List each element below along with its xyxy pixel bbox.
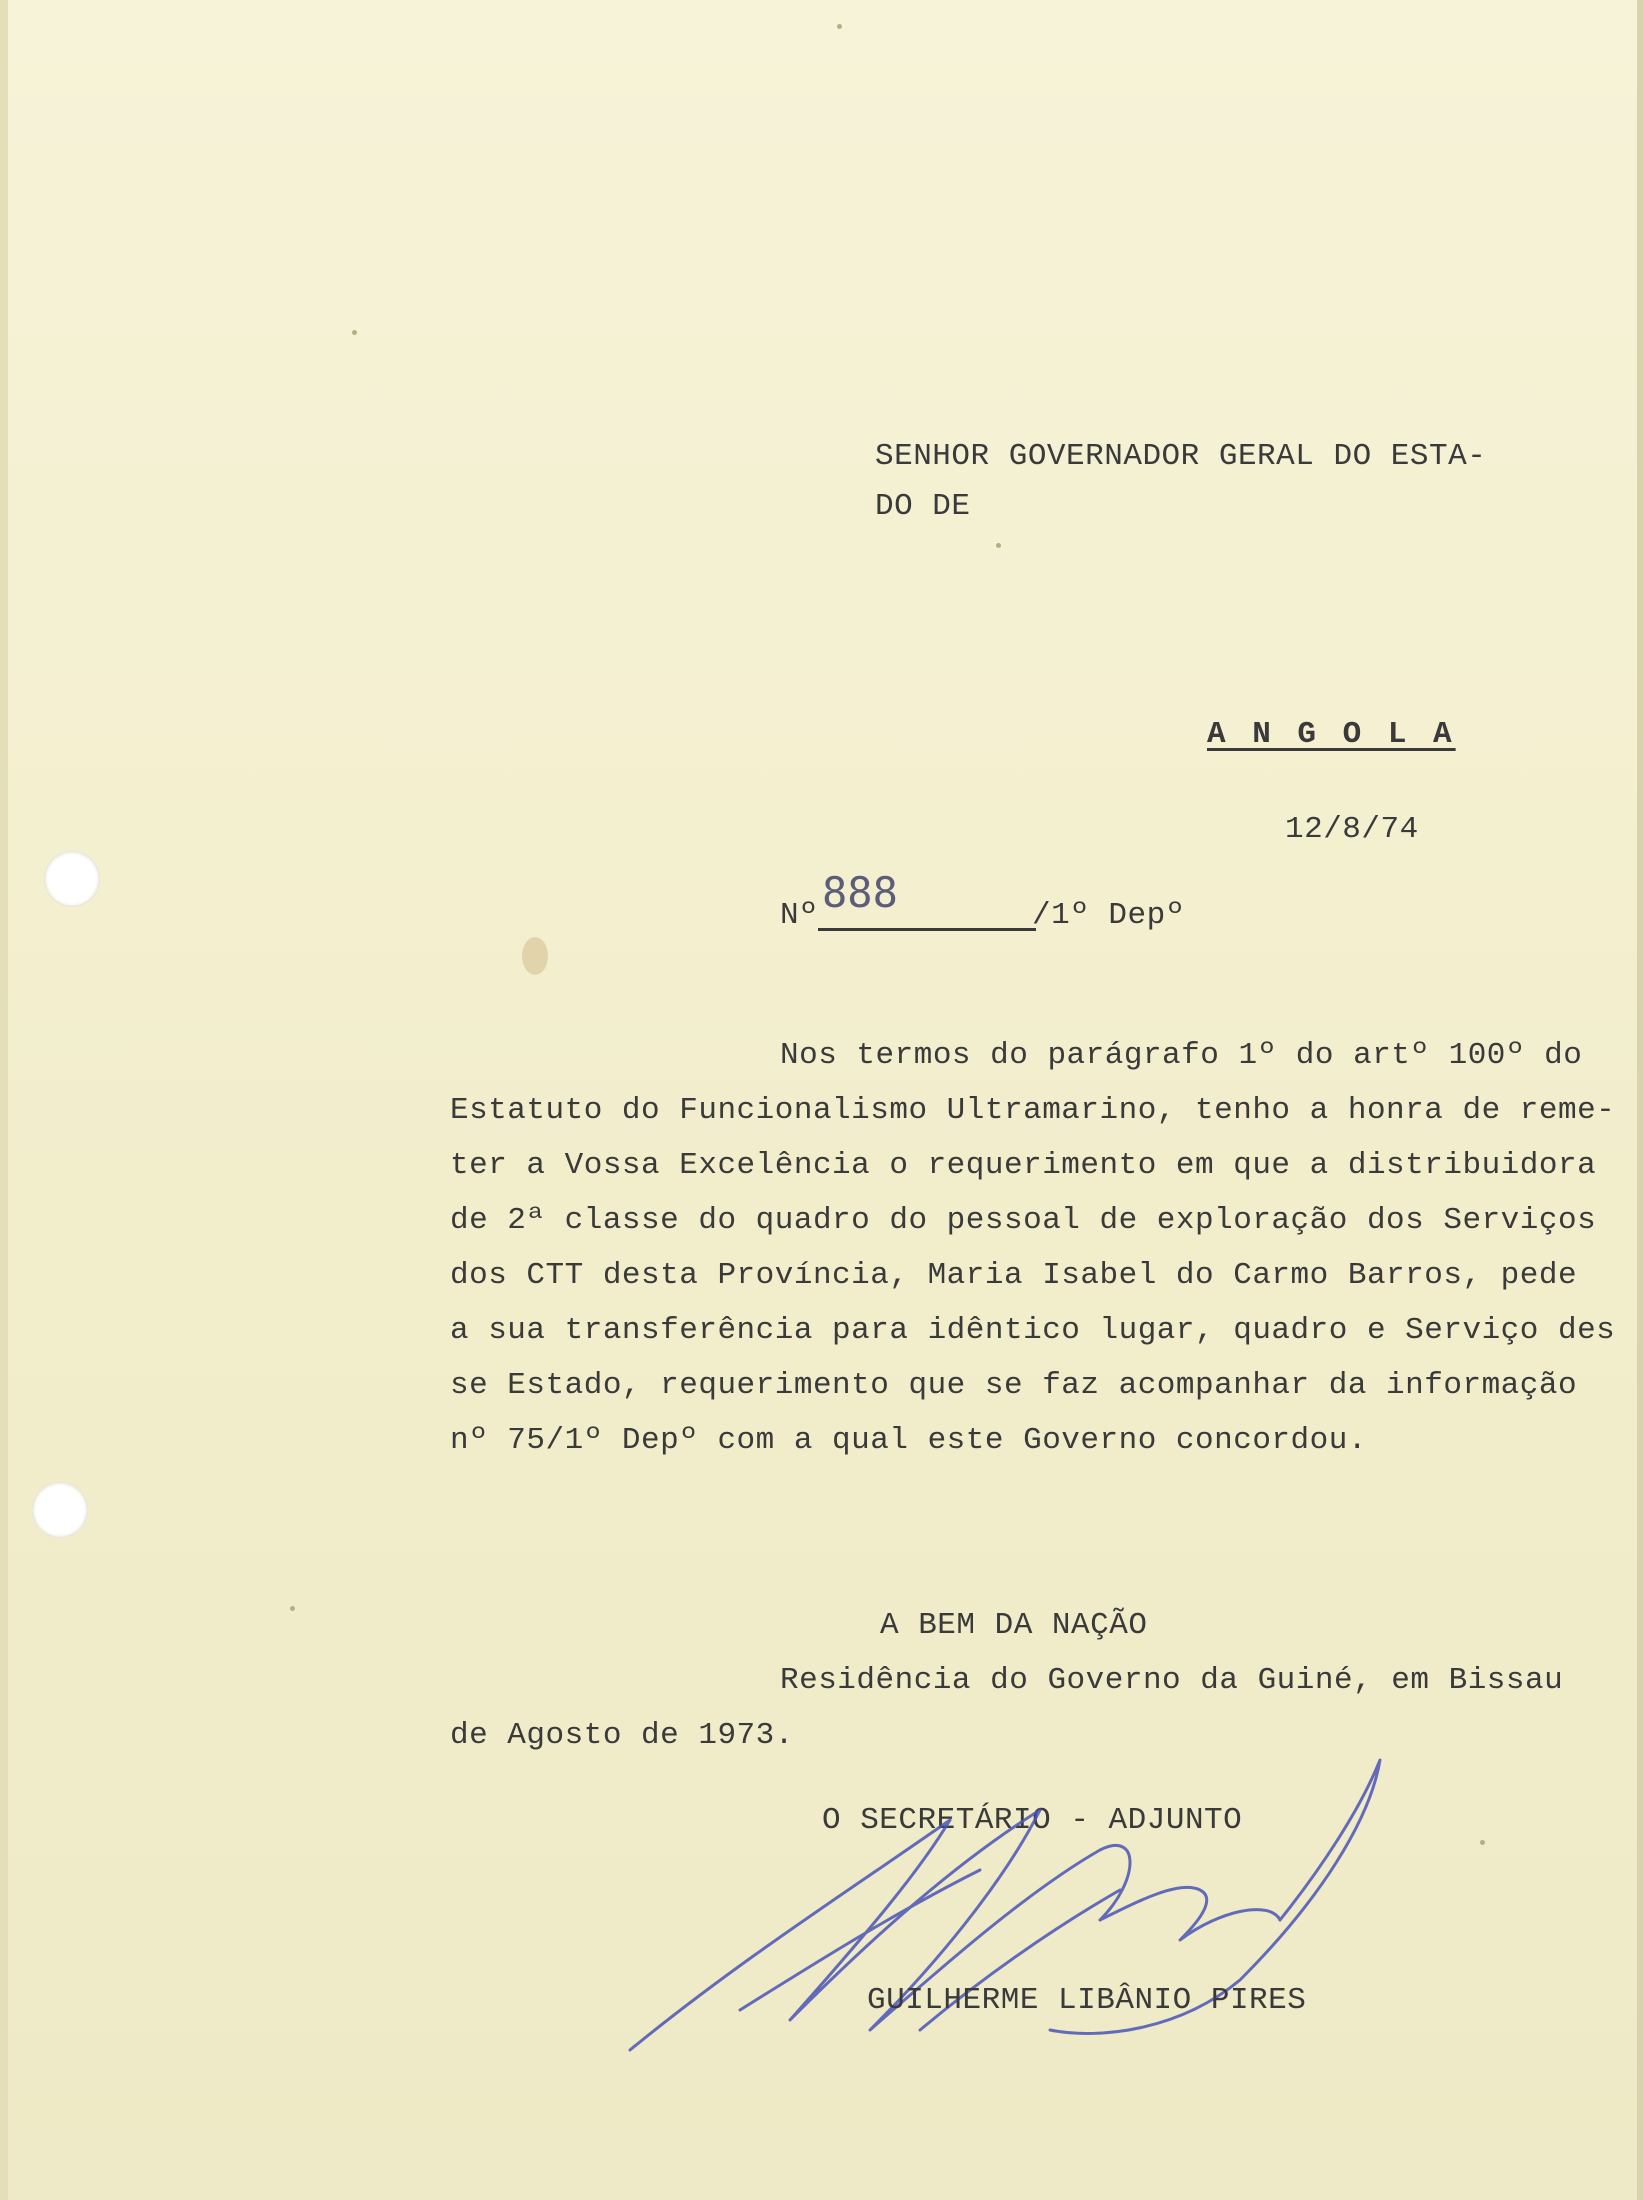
addressee-line-2: DO DE — [875, 489, 971, 524]
paper-stain — [522, 937, 548, 975]
destination-heading: A N G O L A — [1207, 717, 1456, 752]
signatory-title: O SECRETÁRIO - ADJUNTO — [822, 1803, 1243, 1838]
addressee-line-1: SENHOR GOVERNADOR GERAL DO ESTA- — [875, 439, 1487, 474]
paper-speck — [996, 543, 1001, 548]
body-line-8: nº 75/1º Depº com a qual este Governo concordou. — [450, 1423, 1367, 1458]
body-line-5: dos CTT desta Província, Maria Isabel do Carmo Barros, pede — [450, 1258, 1578, 1293]
punch-hole-top — [44, 851, 100, 907]
signatory-name: GUILHERME LIBÂNIO PIRES — [867, 1983, 1307, 2018]
reference-blank-line — [818, 928, 1036, 931]
body-line-3: ter a Vossa Excelência o requerimento em que a distribuidora — [450, 1148, 1597, 1183]
paper-speck — [352, 330, 357, 335]
body-line-1: Nos termos do parágrafo 1º do artº 100º do — [780, 1038, 1583, 1073]
paper-speck — [837, 24, 842, 29]
closing-date-line: de Agosto de 1973. — [450, 1718, 794, 1753]
closing-motto: A BEM DA NAÇÃO — [880, 1608, 1148, 1643]
paper-speck — [290, 1606, 295, 1611]
closing-place-line: Residência do Governo da Guiné, em Bissau — [780, 1663, 1564, 1698]
date-stamp: 12/8/74 — [1285, 812, 1419, 847]
body-line-2: Estatuto do Funcionalismo Ultramarino, tenho a honra de reme- — [450, 1093, 1616, 1128]
reference-prefix: Nº — [780, 898, 819, 933]
handwritten-signature — [620, 1730, 1420, 2070]
body-line-6: a sua transferência para idêntico lugar, quadro e Serviço des — [450, 1313, 1616, 1348]
body-line-7: se Estado, requerimento que se faz acompanhar da informação — [450, 1368, 1578, 1403]
paper-speck — [1480, 1840, 1485, 1845]
punch-hole-bottom — [32, 1482, 88, 1538]
reference-suffix: /1º Depº — [1032, 898, 1185, 933]
body-line-4: de 2ª classe do quadro do pessoal de exploração dos Serviços — [450, 1203, 1597, 1238]
reference-handwritten-number: 888 — [822, 868, 898, 917]
